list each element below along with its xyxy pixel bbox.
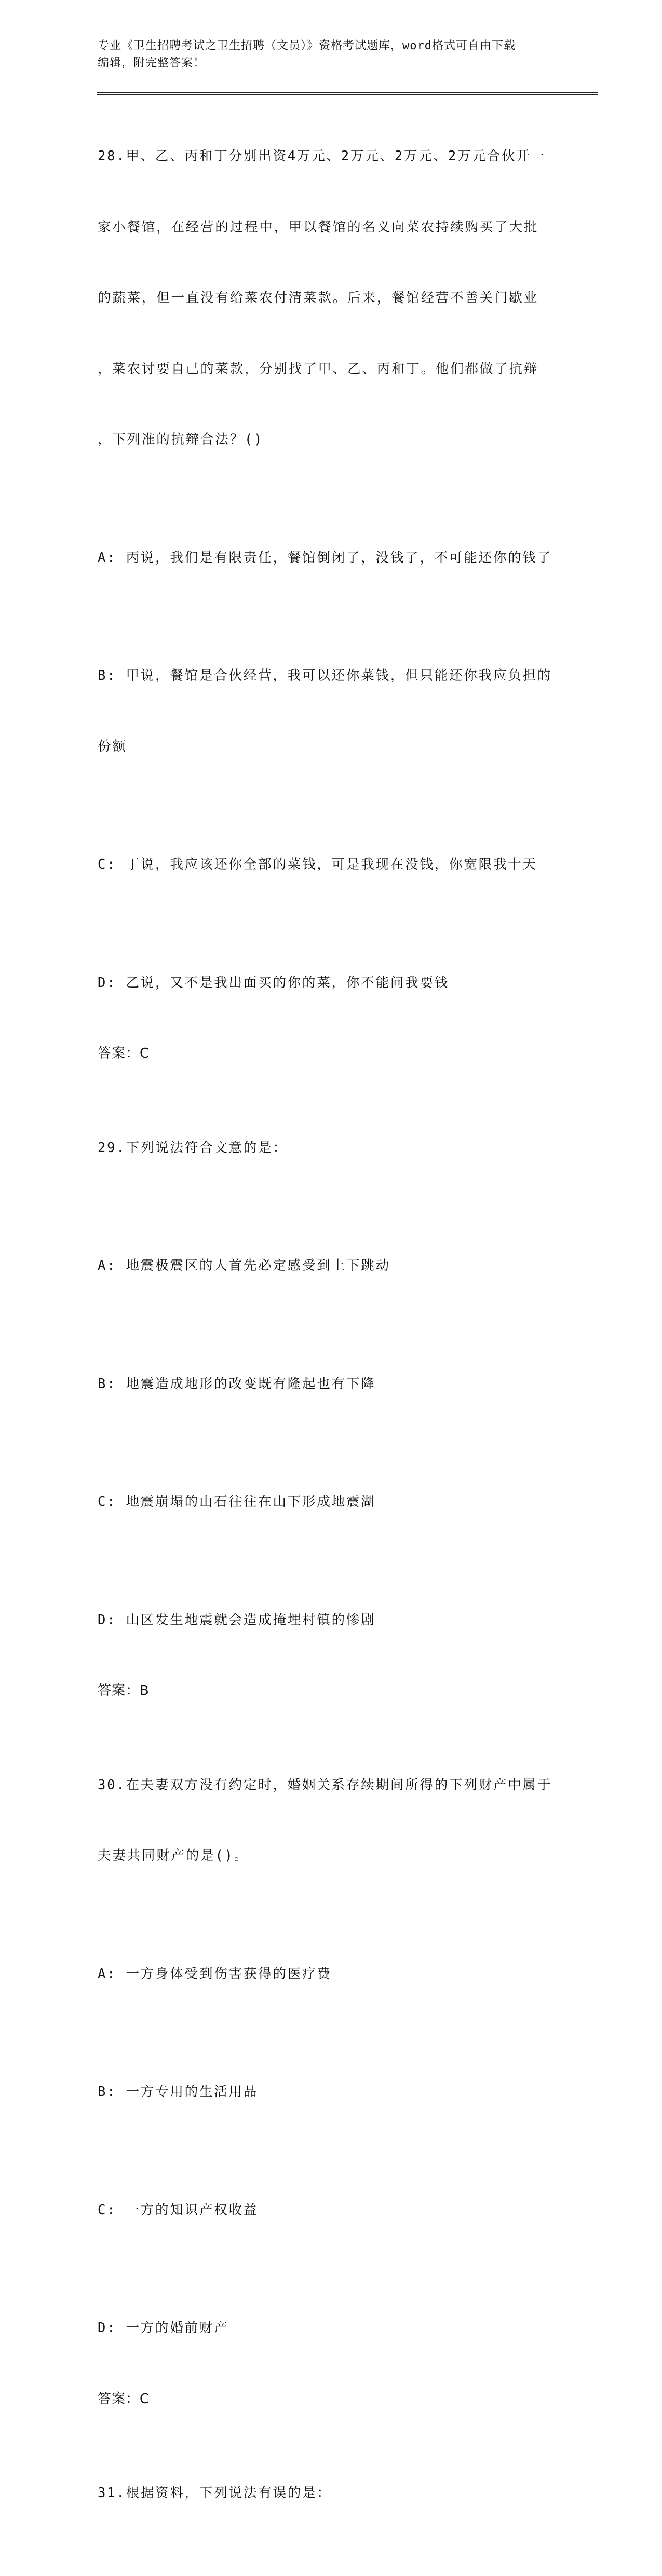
stem-line: ，下列准的抗辩合法？() [98,432,264,447]
option-line: D: 山区发生地震就会造成掩埋村镇的惨剧 [98,1612,376,1628]
option-b [98,1325,565,1444]
option-b [98,2033,565,2152]
option-d [98,2269,565,2388]
option-line: A: 丙说，我们是有限责任，餐馆倒闭了，没钱了，不可能还你的钱了 [98,550,552,566]
answer-line: 答案：C [98,2391,150,2407]
header-line-1: 专业《卫生招聘考试之卫生招聘（文员）》资格考试题库，word格式可自由下载 [98,39,516,52]
option-line: D: 一方的婚前财产 [98,2320,229,2336]
header-line-2: 编辑，附完整答案！ [98,57,206,70]
option-a [98,1915,565,2034]
option-line: D: 乙说，又不是我出面买的你的菜，你不能问我要钱 [98,975,450,991]
stem-line: 28.甲、乙、丙和丁分别出资4万元、2万元、2万元、2万元合伙开一 [98,148,546,164]
stem-line: 的蔬菜，但一直没有给菜农付清菜款。后来，餐馆经营不善关门歇业 [98,290,539,306]
option-line: A: 地震极震区的人首先必定感受到上下跳动 [98,1258,390,1273]
answer-line: 答案：B [98,1683,150,1698]
question-stem [98,1727,565,1915]
question-29 [98,1089,565,1703]
option-line: A: 一方身体受到伤害获得的医疗费 [98,1966,332,1982]
stem-line: 夫妻共同财产的是()。 [98,1848,249,1864]
stem-line: 29.下列说法符合文意的是： [98,1140,288,1156]
option-line: B: 甲说，餐馆是合伙经营，我可以还你菜钱，但只能还你我应负担的 [98,668,552,683]
question-28 [98,98,565,1066]
answer-line: 答案：C [98,1046,150,1061]
header-divider-thick [97,92,598,93]
header-divider-thin [97,94,598,95]
stem-line: 家小餐馆，在经营的过程中，甲以餐馆的名义向菜农持续购买了大批 [98,219,539,235]
question-list [98,98,565,2576]
question-stem [98,2434,565,2553]
option-line: C: 一方的知识产权收益 [98,2202,259,2218]
question-stem [98,98,565,499]
option-c [98,1443,565,1561]
option-a [98,499,565,618]
option-line: 份额 [98,738,127,755]
stem-line: 30.在夫妻双方没有约定时，婚姻关系存续期间所得的下列财产中属于 [98,1777,552,1793]
option-c [98,806,565,924]
option-c [98,2152,565,2270]
question-stem [98,1089,565,1208]
stem-line: 31.根据资料，下列说法有误的是： [98,2485,332,2501]
option-line: C: 丁说，我应该还你全部的菜钱，可是我现在没钱，你宽限我十天 [98,857,537,872]
document-header [98,37,555,72]
option-d [98,1561,565,1680]
option-b [98,617,565,806]
option-line: B: 一方专用的生活用品 [98,2084,259,2100]
option-line: C: 地震崩塌的山石往往在山下形成地震湖 [98,1494,376,1510]
option-line: B: 地震造成地形的改变既有隆起也有下降 [98,1376,376,1392]
question-31 [98,2434,565,2553]
question-30 [98,1727,565,2411]
option-d [98,924,565,1043]
option-a [98,1207,565,1325]
stem-line: ，菜农讨要自己的菜款，分别找了甲、乙、丙和丁。他们都做了抗辩 [98,361,539,377]
